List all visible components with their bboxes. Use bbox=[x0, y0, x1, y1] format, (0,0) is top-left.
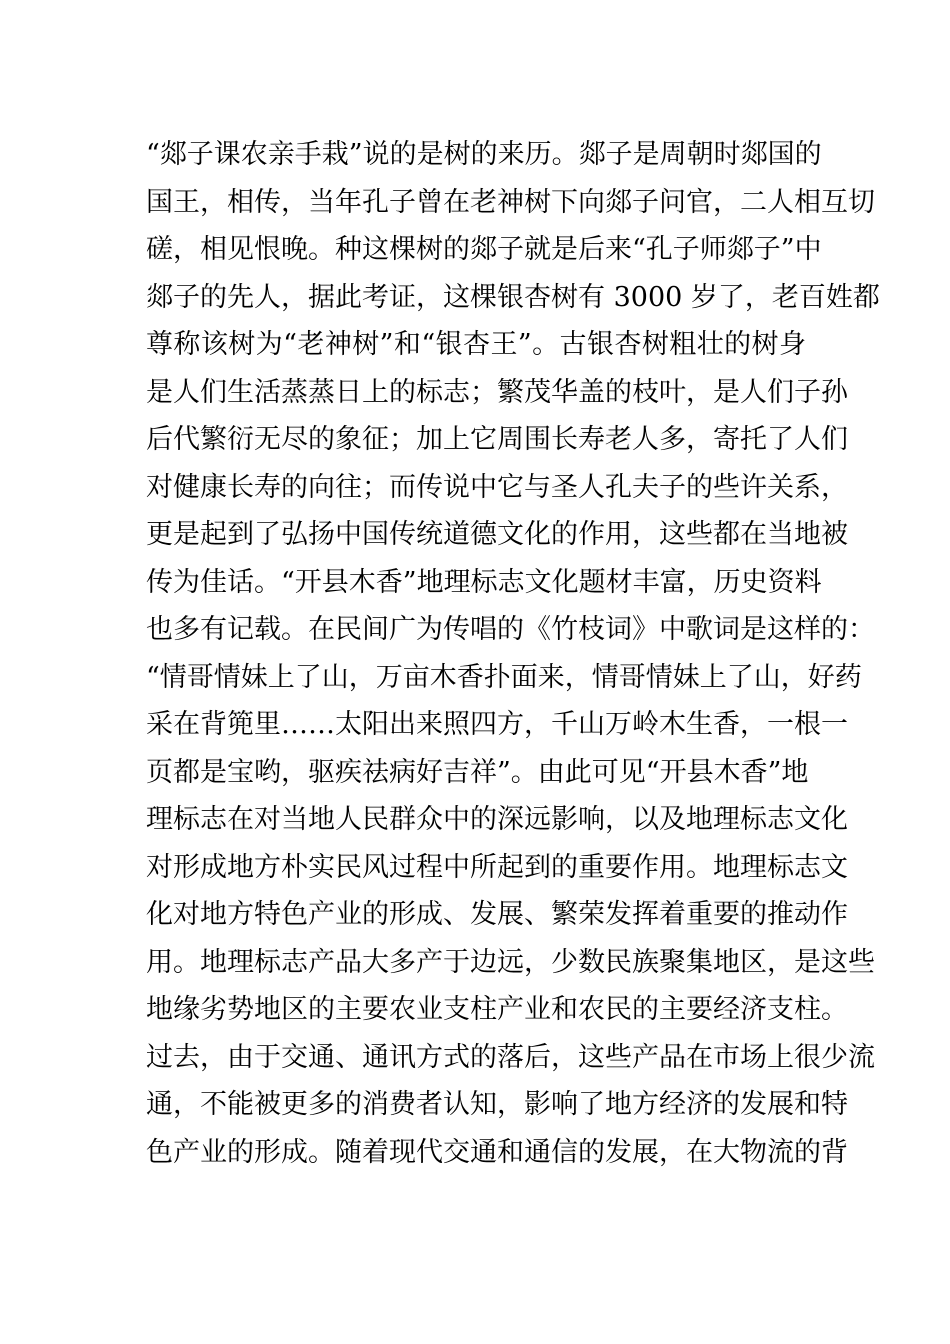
text-line: “郯子课农亲手栽”说的是树的来历。郯子是周朝时郯国的 bbox=[146, 139, 822, 170]
text-line: 尊称该树为“老神树”和“银杏王”。古银杏树粗壮的树身 bbox=[146, 329, 806, 360]
text-line: “情哥情妹上了山，万亩木香扑面来，情哥情妹上了山，好药 bbox=[146, 661, 862, 693]
text-line: 是人们生活蒸蒸日上的标志；繁茂华盖的枝叶，是人们子孙 bbox=[146, 376, 848, 408]
text-line: 用。地理标志产品大多产于边远，少数民族聚集地区，是这些 bbox=[146, 946, 875, 978]
text-line: 采在背篼里……太阳出来照四方，千山万岭木生香，一根一 bbox=[146, 709, 848, 740]
text-line: 过去，由于交通、通讯方式的落后，这些产品在市场上很少流 bbox=[146, 1041, 875, 1073]
text-line: 对形成地方朴实民风过程中所起到的重要作用。地理标志文 bbox=[146, 851, 848, 883]
text-line: 通，不能被更多的消费者认知，影响了地方经济的发展和特 bbox=[146, 1089, 848, 1120]
text-line: 传为佳话。“开县木香”地理标志文化题材丰富，历史资料 bbox=[146, 566, 822, 598]
text-line: 理标志在对当地人民群众中的深远影响，以及地理标志文化 bbox=[146, 804, 848, 835]
body-paragraph bbox=[146, 131, 880, 1176]
text-line: 地缘劣势地区的主要农业支柱产业和农民的主要经济支柱。 bbox=[146, 994, 848, 1025]
text-line: 国王，相传，当年孔子曾在老神树下向郯子问官，二人相互切 bbox=[146, 186, 875, 218]
text-line: 磋，相见恨晚。种这棵树的郯子就是后来“孔子师郯子”中 bbox=[146, 234, 822, 265]
text-line: 页都是宝哟，驱疾祛病好吉祥”。由此可见“开县木香”地 bbox=[146, 756, 809, 788]
text-line: 色产业的形成。随着现代交通和通信的发展，在大物流的背 bbox=[146, 1136, 848, 1168]
text-line: 后代繁衍无尽的象征；加上它周围长寿老人多，寄托了人们 bbox=[146, 424, 848, 455]
text-line: 郯子的先人，据此考证，这棵银杏树有 3000 岁了，老百姓都 bbox=[146, 281, 880, 313]
text-line: 化对地方特色产业的形成、发展、繁荣发挥着重要的推动作 bbox=[146, 899, 848, 930]
text-line: 更是起到了弘扬中国传统道德文化的作用，这些都在当地被 bbox=[146, 519, 848, 550]
text-line: 对健康长寿的向往；而传说中它与圣人孔夫子的些许关系， bbox=[146, 471, 848, 503]
text-line: 也多有记载。在民间广为传唱的《竹枝词》中歌词是这样的： bbox=[146, 614, 875, 645]
